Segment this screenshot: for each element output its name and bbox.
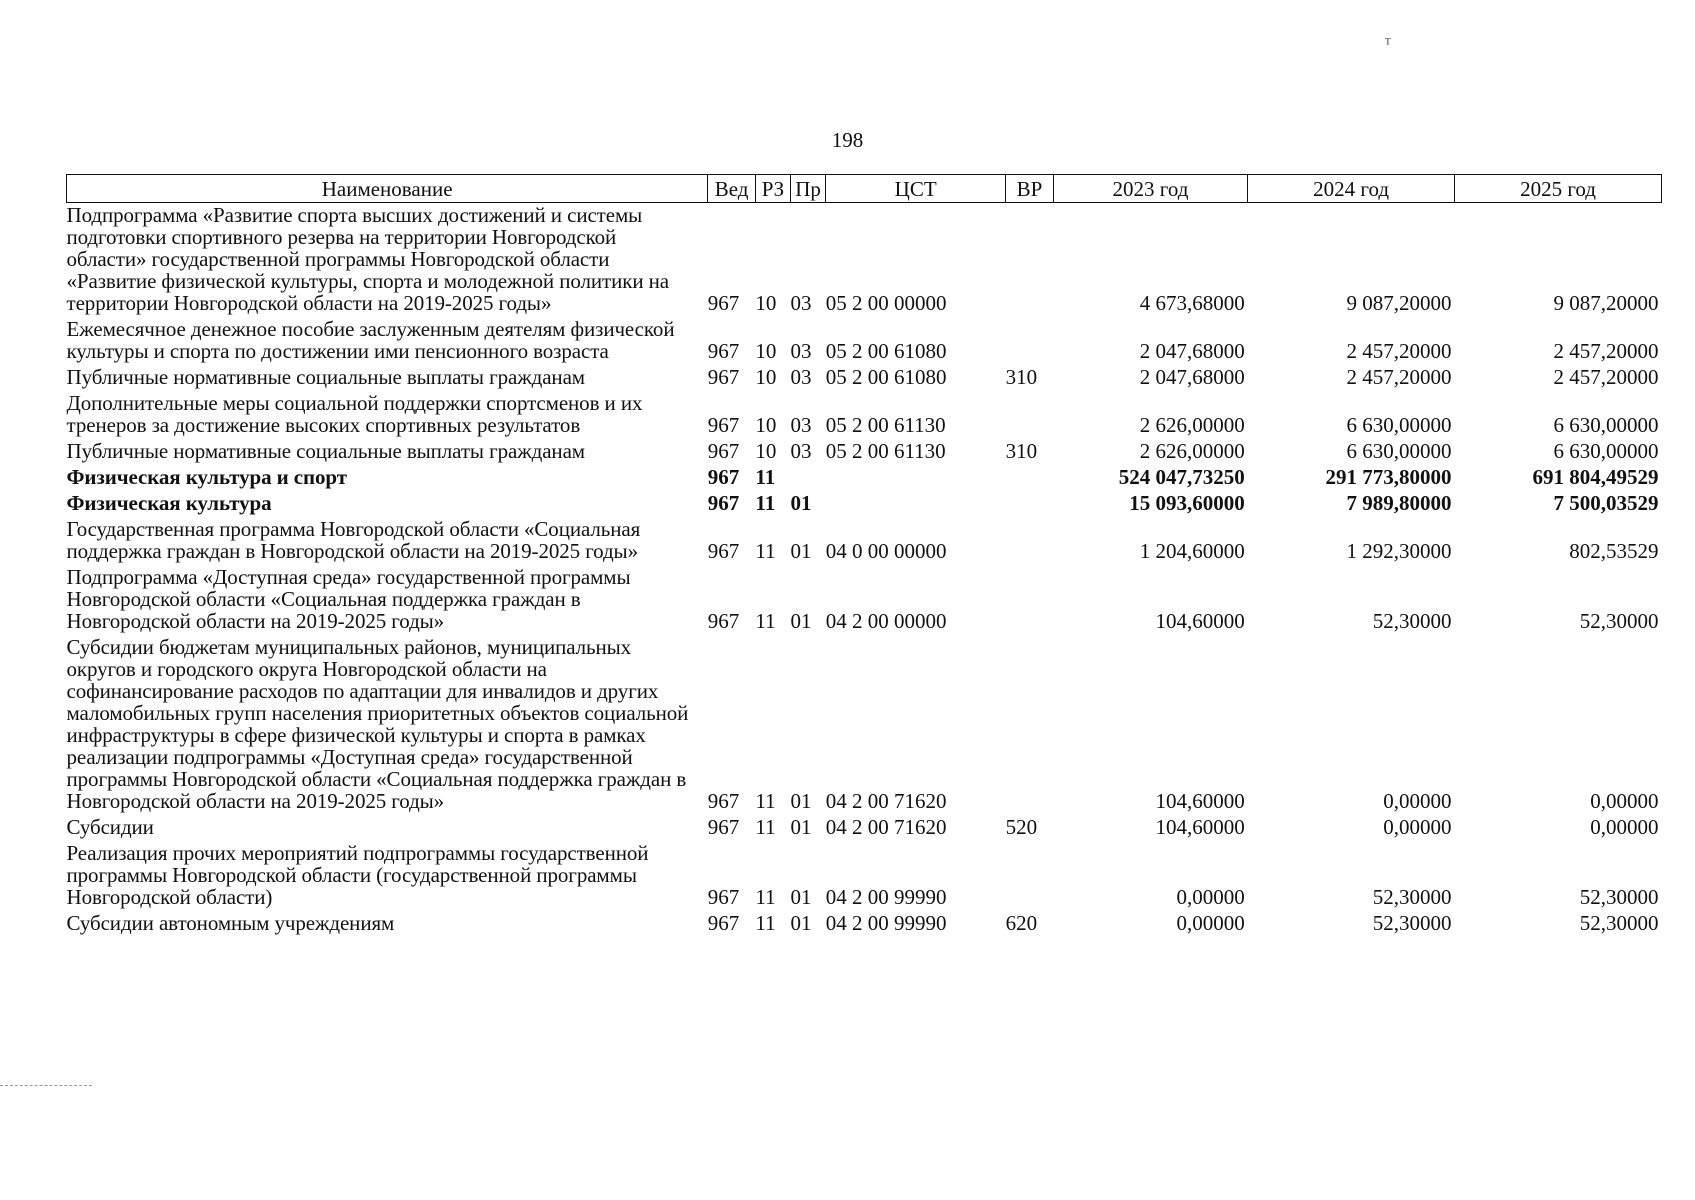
row-rz: 11 [755, 815, 776, 839]
row-amount-2023: 2 626,00000 [1139, 413, 1245, 437]
row-amount-2023: 524 047,73250 [1118, 465, 1245, 489]
row-amount-2025: 802,53529 [1569, 539, 1659, 563]
row-vr [1006, 517, 1054, 565]
row-amount-2023: 104,60000 [1155, 789, 1245, 813]
row-vr [1006, 317, 1054, 365]
header-2025: 2025 год [1455, 175, 1662, 203]
row-name: Публичные нормативные социальные выплаты гражданам [66, 439, 585, 463]
row-pr: 01 [790, 815, 812, 839]
row-ved: 967 [707, 465, 740, 489]
row-amount-2023: 0,00000 [1176, 911, 1245, 935]
row-cst: 05 2 00 00000 [825, 291, 947, 315]
header-vr: ВР [1006, 175, 1054, 203]
row-rz: 11 [755, 609, 776, 633]
row-amount-2025: 52,30000 [1579, 609, 1659, 633]
row-pr: 03 [790, 365, 812, 389]
row-vr [1006, 465, 1054, 491]
row-rz: 10 [755, 413, 777, 437]
row-ved: 967 [707, 885, 740, 909]
row-name: Физическая культура [66, 491, 272, 515]
row-amount-2025: 6 630,00000 [1553, 439, 1659, 463]
row-amount-2024: 6 630,00000 [1346, 413, 1452, 437]
row-cst: 04 2 00 00000 [825, 609, 947, 633]
row-name: Дополнительные меры социальной поддержки спортсменов и их тренеров за достижение высоких спортивных результатов [66, 391, 643, 437]
row-name: Реализация прочих мероприятий подпрограммы государственной программы Новгородской области (государственной программы Новгородской области) [66, 841, 649, 909]
row-vr [1006, 635, 1054, 815]
budget-table [66, 174, 1662, 937]
table-row [67, 365, 1662, 391]
row-amount-2024: 291 773,80000 [1325, 465, 1452, 489]
row-pr: 01 [790, 609, 812, 633]
row-vr: 310 [1005, 365, 1038, 389]
table-row [67, 841, 1662, 911]
row-amount-2023: 0,00000 [1176, 885, 1245, 909]
row-amount-2023: 15 093,60000 [1129, 491, 1245, 515]
row-amount-2024: 52,30000 [1372, 885, 1452, 909]
row-amount-2024: 0,00000 [1383, 789, 1452, 813]
row-vr: 310 [1005, 439, 1038, 463]
row-rz: 10 [755, 339, 777, 363]
row-amount-2024: 52,30000 [1372, 911, 1452, 935]
table-row [67, 911, 1662, 937]
row-rz: 10 [755, 291, 777, 315]
row-cst: 05 2 00 61130 [825, 413, 946, 437]
row-cst: 04 2 00 71620 [825, 815, 947, 839]
row-vr [1006, 203, 1054, 318]
header-2023: 2023 год [1053, 175, 1247, 203]
row-amount-2023: 1 204,60000 [1139, 539, 1245, 563]
header-rz: РЗ [755, 175, 790, 203]
row-vr [1006, 491, 1054, 517]
header-ved: Вед [708, 175, 756, 203]
row-rz: 11 [755, 539, 776, 563]
row-vr [1006, 565, 1054, 635]
row-rz: 10 [755, 439, 777, 463]
row-amount-2023: 104,60000 [1155, 815, 1245, 839]
scan-mark: ᵀ [1385, 36, 1391, 53]
row-amount-2025: 9 087,20000 [1553, 291, 1659, 315]
row-cst: 05 2 00 61130 [825, 439, 946, 463]
row-rz: 10 [755, 365, 777, 389]
row-vr: 520 [1005, 815, 1038, 839]
header-2024: 2024 год [1248, 175, 1455, 203]
row-ved: 967 [707, 609, 740, 633]
row-amount-2024: 2 457,20000 [1346, 365, 1452, 389]
row-name: Ежемесячное денежное пособие заслуженным деятелям физической культуры и спорта по достижении ими пенсионного возраста [66, 317, 675, 363]
header-name: Наименование [67, 175, 708, 203]
row-name: Субсидии бюджетам муниципальных районов, муниципальных округов и городского округа Новгородской области на софинансирование расходов по адаптации для инвалидов и других маломобильных групп населения приоритетных объектов социальной инфраструктуры в сфере физической культуры и спорта в рамках реализации подпрограммы «Доступная среда» государственной программы Новгородской области «Социальная поддержка граждан в Новгородской области на 2019-2025 годы» [66, 635, 689, 813]
row-amount-2024: 2 457,20000 [1346, 339, 1452, 363]
row-ved: 967 [707, 365, 740, 389]
row-amount-2023: 2 626,00000 [1139, 439, 1245, 463]
row-vr [1006, 391, 1054, 439]
page-number: 198 [831, 128, 864, 152]
row-pr: 01 [790, 885, 812, 909]
row-rz: 11 [755, 885, 776, 909]
row-cst: 05 2 00 61080 [825, 339, 947, 363]
row-amount-2023: 2 047,68000 [1139, 365, 1245, 389]
table-row [67, 465, 1662, 491]
table-header [67, 175, 1662, 203]
table-row [67, 317, 1662, 365]
row-pr: 03 [790, 339, 812, 363]
row-amount-2024: 52,30000 [1372, 609, 1452, 633]
row-pr: 03 [790, 291, 812, 315]
table-row [67, 203, 1662, 318]
row-cst [826, 465, 1006, 491]
row-amount-2023: 2 047,68000 [1139, 339, 1245, 363]
table-row [67, 491, 1662, 517]
table-row [67, 565, 1662, 635]
row-name: Подпрограмма «Развитие спорта высших достижений и системы подготовки спортивного резерва на территории Новгородской области» государственной программы Новгородской области «Развитие физической культуры, спорта и молодежной политики на территории Новгородской области на 2019-2025 годы» [66, 203, 669, 315]
row-pr: 01 [790, 789, 812, 813]
row-amount-2024: 9 087,20000 [1346, 291, 1452, 315]
header-cst: ЦСТ [826, 175, 1006, 203]
row-rz: 11 [755, 465, 776, 489]
row-vr: 620 [1005, 911, 1038, 935]
header-pr: Пр [791, 175, 826, 203]
row-cst [826, 491, 1006, 517]
table-body [67, 203, 1662, 938]
table-row [67, 815, 1662, 841]
row-rz: 11 [755, 491, 776, 515]
row-name: Субсидии [66, 815, 154, 839]
row-name: Публичные нормативные социальные выплаты гражданам [66, 365, 585, 389]
table-row [67, 635, 1662, 815]
scan-edge-line [0, 1085, 92, 1086]
row-pr: 01 [790, 491, 812, 515]
row-amount-2023: 4 673,68000 [1139, 291, 1245, 315]
row-amount-2025: 2 457,20000 [1553, 339, 1659, 363]
row-name: Подпрограмма «Доступная среда» государственной программы Новгородской области «Социальная поддержка граждан в Новгородской области на 2019-2025 годы» [66, 565, 631, 633]
row-amount-2025: 52,30000 [1579, 885, 1659, 909]
row-ved: 967 [707, 439, 740, 463]
row-amount-2024: 7 989,80000 [1346, 491, 1452, 515]
row-amount-2024: 6 630,00000 [1346, 439, 1452, 463]
row-cst: 04 2 00 99990 [825, 885, 947, 909]
row-pr [791, 465, 826, 491]
row-pr: 03 [790, 413, 812, 437]
row-cst: 04 0 00 00000 [825, 539, 947, 563]
row-pr: 01 [790, 911, 812, 935]
row-rz: 11 [755, 789, 776, 813]
row-amount-2025: 52,30000 [1579, 911, 1659, 935]
row-cst: 04 2 00 99990 [825, 911, 947, 935]
row-amount-2025: 2 457,20000 [1553, 365, 1659, 389]
row-ved: 967 [707, 491, 740, 515]
row-ved: 967 [707, 789, 740, 813]
row-pr: 01 [790, 539, 812, 563]
row-name: Субсидии автономным учреждениям [66, 911, 395, 935]
table-row [67, 517, 1662, 565]
row-ved: 967 [707, 291, 740, 315]
row-name: Физическая культура и спорт [66, 465, 347, 489]
row-amount-2024: 0,00000 [1383, 815, 1452, 839]
row-rz: 11 [755, 911, 776, 935]
row-amount-2025: 7 500,03529 [1553, 491, 1659, 515]
table-row [67, 391, 1662, 439]
row-amount-2025: 0,00000 [1590, 815, 1659, 839]
row-name: Государственная программа Новгородской области «Социальная поддержка граждан в Новгородской области на 2019-2025 годы» [66, 517, 641, 563]
row-amount-2025: 691 804,49529 [1532, 465, 1659, 489]
table-row [67, 439, 1662, 465]
row-ved: 967 [707, 815, 740, 839]
row-amount-2023: 104,60000 [1155, 609, 1245, 633]
row-ved: 967 [707, 413, 740, 437]
row-cst: 04 2 00 71620 [825, 789, 947, 813]
row-ved: 967 [707, 911, 740, 935]
row-cst: 05 2 00 61080 [825, 365, 947, 389]
row-ved: 967 [707, 339, 740, 363]
row-pr: 03 [790, 439, 812, 463]
row-amount-2024: 1 292,30000 [1346, 539, 1452, 563]
row-amount-2025: 6 630,00000 [1553, 413, 1659, 437]
row-vr [1006, 841, 1054, 911]
row-ved: 967 [707, 539, 740, 563]
row-amount-2025: 0,00000 [1590, 789, 1659, 813]
